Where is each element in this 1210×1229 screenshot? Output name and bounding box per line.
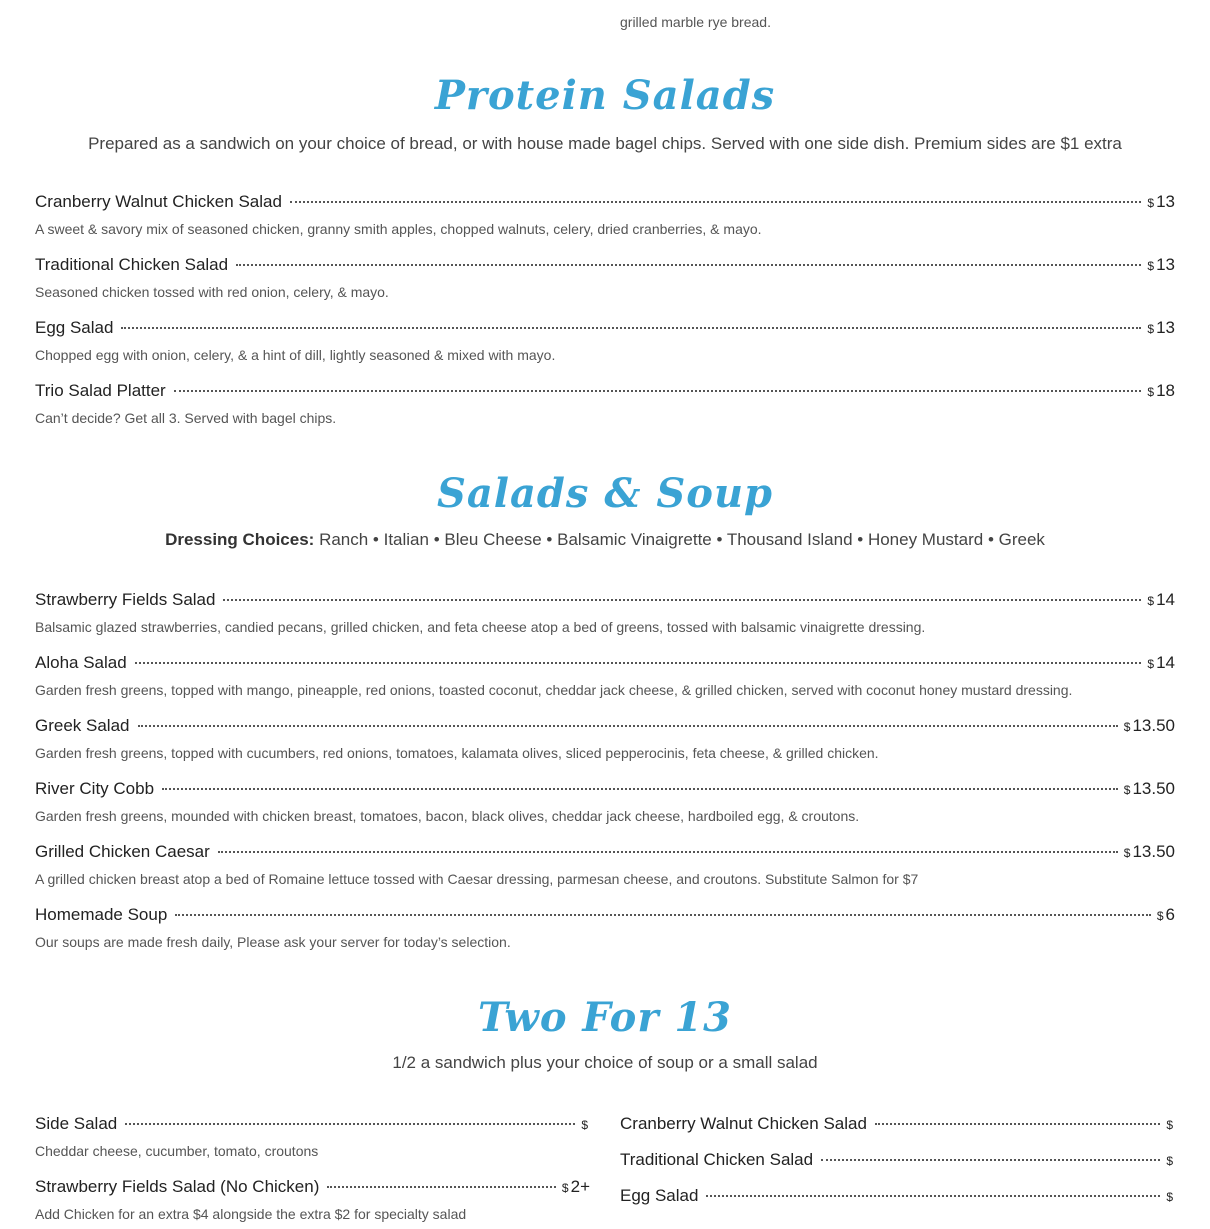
menu-item-price [581, 1114, 590, 1134]
menu-item-row [35, 905, 1175, 929]
menu-item-price [1124, 716, 1175, 736]
menu-item [35, 192, 1175, 255]
menu-item [620, 1186, 1175, 1222]
dot-leader [875, 1122, 1160, 1125]
currency-symbol: $ [1147, 322, 1155, 336]
menu-item-description: Add Chicken for an extra $4 alongside the extra $2 for specialty salad [35, 1206, 467, 1222]
currency-symbol: $ [1147, 385, 1155, 399]
menu-item-row [35, 590, 1175, 614]
menu-item-description: Our soups are made fresh daily, Please ask your server for today’s selection. [35, 934, 511, 950]
two-for-left-list [35, 1114, 590, 1229]
menu-item-description: Garden fresh greens, mounded with chicken breast, tomatoes, bacon, black olives, cheddar jack cheese, hardboiled egg, & croutons. [35, 808, 860, 824]
dot-leader [162, 787, 1118, 790]
salads-soup-header [0, 466, 1210, 552]
menu-item-row [35, 381, 1175, 405]
menu-item-row [35, 779, 1175, 803]
price-amount: 13 [1156, 255, 1175, 274]
currency-symbol: $ [561, 1181, 569, 1195]
price-amount: 13.50 [1132, 842, 1175, 861]
currency-symbol: $ [581, 1118, 588, 1132]
menu-item-name: Strawberry Fields Salad (No Chicken) [35, 1177, 320, 1196]
price-amount: 14 [1156, 590, 1175, 609]
dressing-list: Ranch • Italian • Bleu Cheese • Balsamic Vinaigrette • Thousand Island • Honey Mustard • Greek [319, 530, 1045, 549]
menu-item-price [1147, 255, 1175, 275]
menu-item-row [35, 192, 1175, 216]
price-amount: 18 [1156, 381, 1175, 400]
price-amount: 2+ [570, 1177, 590, 1196]
menu-item-price [1166, 1114, 1175, 1134]
menu-item [35, 1177, 590, 1229]
menu-item-name: Homemade Soup [35, 905, 168, 924]
menu-item-row [35, 716, 1175, 740]
currency-symbol: $ [1156, 909, 1164, 923]
menu-item-description: Garden fresh greens, topped with mango, pineapple, red onions, toasted coconut, cheddar jack cheese, & grilled chicken, served with coconut honey mustard dressing. [35, 682, 1073, 698]
dot-leader [138, 724, 1118, 727]
menu-item [35, 255, 1175, 318]
salads-soup-list [35, 590, 1175, 968]
section-subtitle: Prepared as a sandwich on your choice of bread, or with house made bagel chips. Served with one side dish. Premium sides are $1 extra [88, 134, 1122, 153]
menu-item-price [1147, 590, 1175, 610]
menu-item-description: Balsamic glazed strawberries, candied pecans, grilled chicken, and feta cheese atop a bed of greens, tossed with balsamic vinaigrette dressing. [35, 619, 926, 635]
currency-symbol: $ [1123, 720, 1131, 734]
menu-item-price [1124, 842, 1175, 862]
protein-salads-header [0, 68, 1210, 156]
menu-item-price [1124, 779, 1175, 799]
menu-item-price [1147, 192, 1175, 212]
currency-symbol: $ [1147, 657, 1155, 671]
menu-item-price [1147, 318, 1175, 338]
menu-item-name: Strawberry Fields Salad [35, 590, 216, 609]
menu-item-row [35, 1114, 590, 1138]
menu-item-description: Garden fresh greens, topped with cucumbers, red onions, tomatoes, kalamata olives, sliced pepperocinis, feta cheese, & grilled chicken. [35, 745, 879, 761]
menu-item-description: Cheddar cheese, cucumber, tomato, croutons [35, 1143, 319, 1159]
menu-item [35, 842, 1175, 905]
menu-item-name: Traditional Chicken Salad [35, 255, 229, 274]
dot-leader [236, 263, 1141, 266]
menu-item-description: A grilled chicken breast atop a bed of Romaine lettuce tossed with Caesar dressing, parmesan cheese, and croutons. Substitute Salmon for $7 [35, 871, 919, 887]
section-subtitle: 1/2 a sandwich plus your choice of soup or a small salad [392, 1053, 818, 1072]
currency-symbol: $ [1166, 1190, 1173, 1204]
menu-item [35, 318, 1175, 381]
currency-symbol: $ [1166, 1118, 1173, 1132]
menu-item-name: Traditional Chicken Salad [620, 1150, 814, 1169]
currency-symbol: $ [1147, 259, 1155, 273]
menu-item-name: Side Salad [35, 1114, 118, 1133]
menu-item-row [35, 842, 1175, 866]
price-amount: 13.50 [1132, 716, 1175, 735]
menu-item-description: Can’t decide? Get all 3. Served with bagel chips. [35, 410, 337, 426]
section-title: Protein Salads [434, 72, 776, 119]
protein-salads-list [35, 192, 1175, 444]
dot-leader [174, 389, 1142, 392]
price-amount: 13 [1156, 318, 1175, 337]
two-for-right-list [620, 1114, 1175, 1222]
dot-leader [218, 850, 1118, 853]
menu-item-name: Greek Salad [35, 716, 130, 735]
menu-item [35, 381, 1175, 444]
dot-leader [125, 1122, 575, 1125]
dot-leader [121, 326, 1141, 329]
section-title: Salads & Soup [437, 470, 773, 517]
currency-symbol: $ [1147, 196, 1155, 210]
menu-item-name: Grilled Chicken Caesar [35, 842, 210, 861]
dot-leader [327, 1185, 556, 1188]
menu-item-price [1157, 905, 1175, 925]
menu-item-name: Egg Salad [35, 318, 114, 337]
menu-item-price [562, 1177, 590, 1197]
dressing-label: Dressing Choices: [165, 530, 315, 549]
menu-item-name: Egg Salad [620, 1186, 699, 1205]
menu-item-row [620, 1186, 1175, 1210]
menu-item-description: Chopped egg with onion, celery, & a hint of dill, lightly seasoned & mixed with mayo. [35, 347, 556, 363]
dot-leader [223, 598, 1141, 601]
menu-item [35, 716, 1175, 779]
dot-leader [706, 1194, 1160, 1197]
dot-leader [135, 661, 1142, 664]
menu-item-name: Aloha Salad [35, 653, 127, 672]
menu-item-description: A sweet & savory mix of seasoned chicken, granny smith apples, chopped walnuts, celery, dried cranberries, & mayo. [35, 221, 762, 237]
menu-item-row [35, 653, 1175, 677]
menu-item-price [1166, 1150, 1175, 1170]
menu-item-price [1147, 381, 1175, 401]
item-description-fragment: grilled marble rye bread. [620, 14, 771, 30]
dot-leader [821, 1158, 1160, 1161]
price-amount: 6 [1165, 905, 1175, 924]
menu-item-name: River City Cobb [35, 779, 155, 798]
menu-item [620, 1114, 1175, 1150]
currency-symbol: $ [1123, 846, 1131, 860]
menu-item-row [35, 1177, 590, 1201]
currency-symbol: $ [1147, 594, 1155, 608]
menu-item-name: Cranberry Walnut Chicken Salad [35, 192, 282, 211]
currency-symbol: $ [1166, 1154, 1173, 1168]
menu-item-row [620, 1114, 1175, 1138]
menu-item-price [1166, 1186, 1175, 1206]
price-amount: 13 [1156, 192, 1175, 211]
menu-item [35, 1114, 590, 1177]
dressing-choices [0, 528, 1210, 552]
menu-item [35, 779, 1175, 842]
menu-item [35, 905, 1175, 968]
menu-item-name: Trio Salad Platter [35, 381, 166, 400]
menu-item-row [620, 1150, 1175, 1174]
menu-item [35, 590, 1175, 653]
menu-item-price [1147, 653, 1175, 673]
menu-item-row [35, 318, 1175, 342]
section-title: Two For 13 [478, 994, 732, 1041]
two-for-header [0, 990, 1210, 1075]
menu-item [35, 653, 1175, 716]
menu-item [620, 1150, 1175, 1186]
dot-leader [175, 913, 1151, 916]
menu-item-row [35, 255, 1175, 279]
menu-item-description: Seasoned chicken tossed with red onion, celery, & mayo. [35, 284, 389, 300]
price-amount: 14 [1156, 653, 1175, 672]
price-amount: 13.50 [1132, 779, 1175, 798]
menu-item-name: Cranberry Walnut Chicken Salad [620, 1114, 867, 1133]
dot-leader [290, 200, 1141, 203]
currency-symbol: $ [1123, 783, 1131, 797]
